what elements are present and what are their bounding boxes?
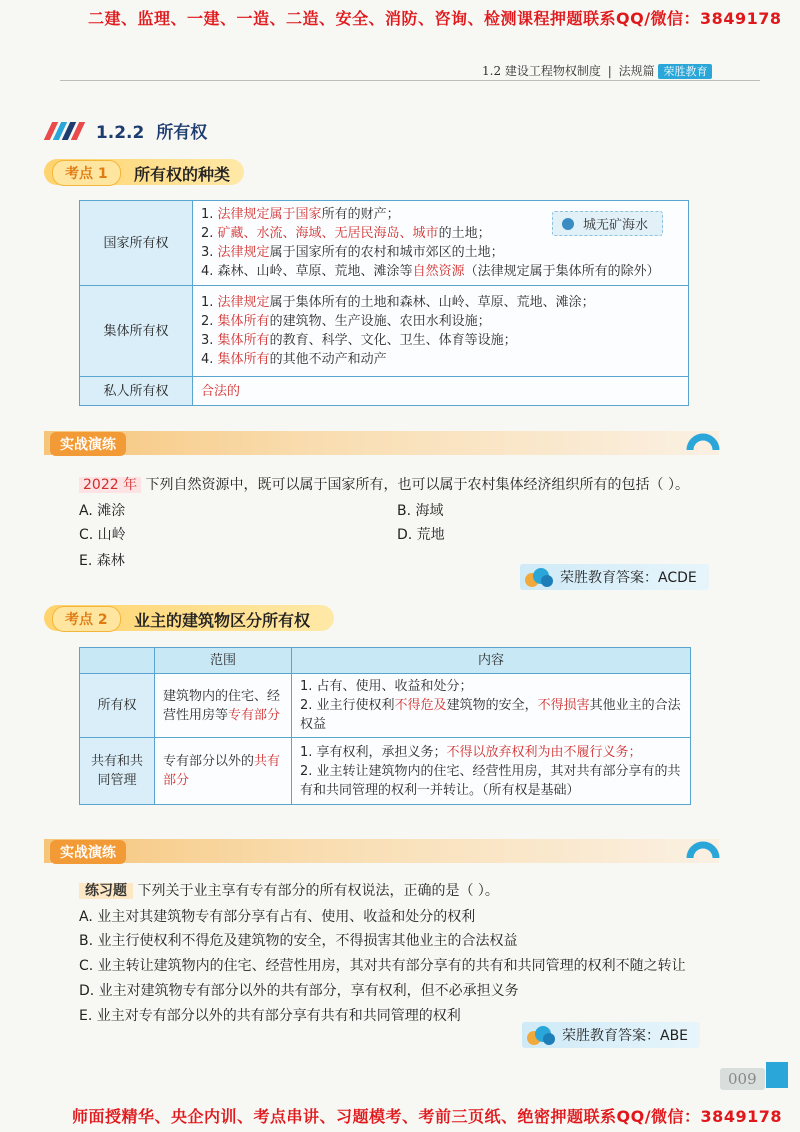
- list-item: 3. 法律规定属于国家所有的农村和城市郊区的土地；: [201, 245, 504, 260]
- table-row: [80, 674, 691, 738]
- exercise-tag: 练习题: [79, 883, 133, 899]
- row-head: 国家所有权: [80, 201, 193, 286]
- header-brand: 荣胜教育: [658, 64, 712, 79]
- kp1-tag: 考点 1: [52, 160, 121, 186]
- practice-bar-2: [44, 839, 719, 863]
- col-header-content: 内容: [292, 648, 691, 674]
- page-tab-decor: [766, 1062, 788, 1088]
- option-b: B. 业主行使权利不得危及建筑物的安全，不得损害其他业主的合法权益: [79, 933, 518, 949]
- option-a: A. 滩涂: [79, 503, 126, 519]
- decor-arc-icon: [686, 832, 720, 862]
- list-item: 2. 集体所有的建筑物、生产设施、农田水利设施；: [201, 314, 491, 329]
- row-content: 1. 享有权利，承担义务；不得以放弃权利为由不履行义务； 2. 业主转让建筑物内的住宅、经营性用房，其对共有部分享有的共有和共同管理的权利一并转让。（所有权是基础）: [292, 738, 691, 805]
- col-header-blank: [80, 648, 155, 674]
- section-name: 所有权: [156, 123, 208, 143]
- question-year-tag: 2022 年: [79, 477, 141, 493]
- option-e: E. 业主对专有部分以外的共有部分享有共有和共同管理的权利: [79, 1008, 461, 1024]
- option-b: B. 海域: [397, 503, 444, 519]
- option-c: C. 业主转让建筑物内的住宅、经营性用房，其对共有部分享有的共有和共同管理的权利不随之转让: [79, 958, 686, 974]
- col-header-scope: 范围: [155, 648, 292, 674]
- question-2-stem: 练习题 下列关于业主享有专有部分的所有权说法，正确的是（ ）。: [79, 880, 499, 900]
- table-header-row: [80, 648, 691, 674]
- section-title: [48, 118, 207, 145]
- kp2-title: 业主的建筑物区分所有权: [134, 611, 311, 630]
- header-chapter: 1.2 建设工程物权制度: [482, 64, 601, 78]
- answer-2: 荣胜教育答案：ABE: [522, 1022, 700, 1048]
- list-item: 4. 森林、山岭、草原、荒地、滩涂等自然资源（法律规定属于集体所有的除外）: [201, 264, 660, 279]
- section-number: 1.2.2: [95, 123, 145, 143]
- table-row: [80, 286, 689, 377]
- decor-arc-icon: [686, 424, 720, 454]
- list-item: 2. 矿藏、水流、海域、无居民海岛、城市的土地；: [201, 226, 491, 241]
- table-row: [80, 738, 691, 805]
- list-item: 4. 集体所有的其他不动产和动产: [201, 352, 387, 367]
- practice-label-2: 实战演练: [50, 840, 126, 864]
- option-a: A. 业主对其建筑物专有部分享有占有、使用、收益和处分的权利: [79, 909, 476, 925]
- building-ownership-table: [79, 647, 691, 805]
- row-head: 私人所有权: [80, 377, 193, 406]
- header-divider: [60, 80, 760, 81]
- option-d: D. 荒地: [397, 527, 445, 543]
- cloud-icon: [524, 1025, 556, 1047]
- header-section: 法规篇: [618, 64, 655, 78]
- option-d: D. 业主对建筑物专有部分以外的共有部分，享有权利，但不必承担义务: [79, 983, 519, 999]
- mnemonic-note: 城无矿海水: [552, 211, 663, 236]
- row-head: 集体所有权: [80, 286, 193, 377]
- running-header: 1.2 建设工程物权制度 | 法规篇 荣胜教育: [482, 62, 712, 79]
- top-promo-banner: 二建、监理、一建、一造、二造、安全、消防、咨询、检测课程押题联系QQ/微信：3849178: [88, 9, 782, 28]
- list-item: 3. 集体所有的教育、科学、文化、卫生、体育等设施；: [201, 333, 517, 348]
- answer-1: 荣胜教育答案：ACDE: [520, 564, 709, 590]
- row-head: 共有和共同管理: [80, 738, 155, 805]
- section-slash-icon: [48, 122, 84, 145]
- row-scope: 建筑物内的住宅、经营性用房等专有部分: [155, 674, 292, 738]
- row-head: 所有权: [80, 674, 155, 738]
- row-scope: 专有部分以外的共有部分: [155, 738, 292, 805]
- practice-label-1: 实战演练: [50, 432, 126, 456]
- practice-bar-1: [44, 431, 719, 455]
- page-number: 009: [720, 1068, 765, 1090]
- kp2-tag: 考点 2: [52, 606, 121, 632]
- row-content: 合法的: [193, 377, 689, 406]
- table-row: [80, 377, 689, 406]
- kp1-title: 所有权的种类: [134, 165, 231, 184]
- list-item: 1. 法律规定属于集体所有的土地和森林、山岭、草原、荒地、滩涂；: [201, 295, 595, 310]
- option-e: E. 森林: [79, 553, 125, 569]
- cloud-icon: [522, 567, 554, 589]
- option-c: C. 山岭: [79, 527, 126, 543]
- row-content: 1. 占有、使用、收益和处分； 2. 业主行使权利不得危及建筑物的安全，不得损害其他业主的合法权益: [292, 674, 691, 738]
- bottom-promo-banner: 师面授精华、央企内训、考点串讲、习题模考、考前三页纸、绝密押题联系QQ/微信：3849178: [72, 1107, 782, 1126]
- list-item: 1. 法律规定属于国家所有的财产；: [201, 207, 400, 222]
- row-content: [193, 286, 689, 377]
- question-1-stem: 2022 年 下列自然资源中，既可以属于国家所有，也可以属于农村集体经济组织所有的包括（ ）。: [79, 474, 689, 494]
- note-bubble-icon: [562, 218, 574, 230]
